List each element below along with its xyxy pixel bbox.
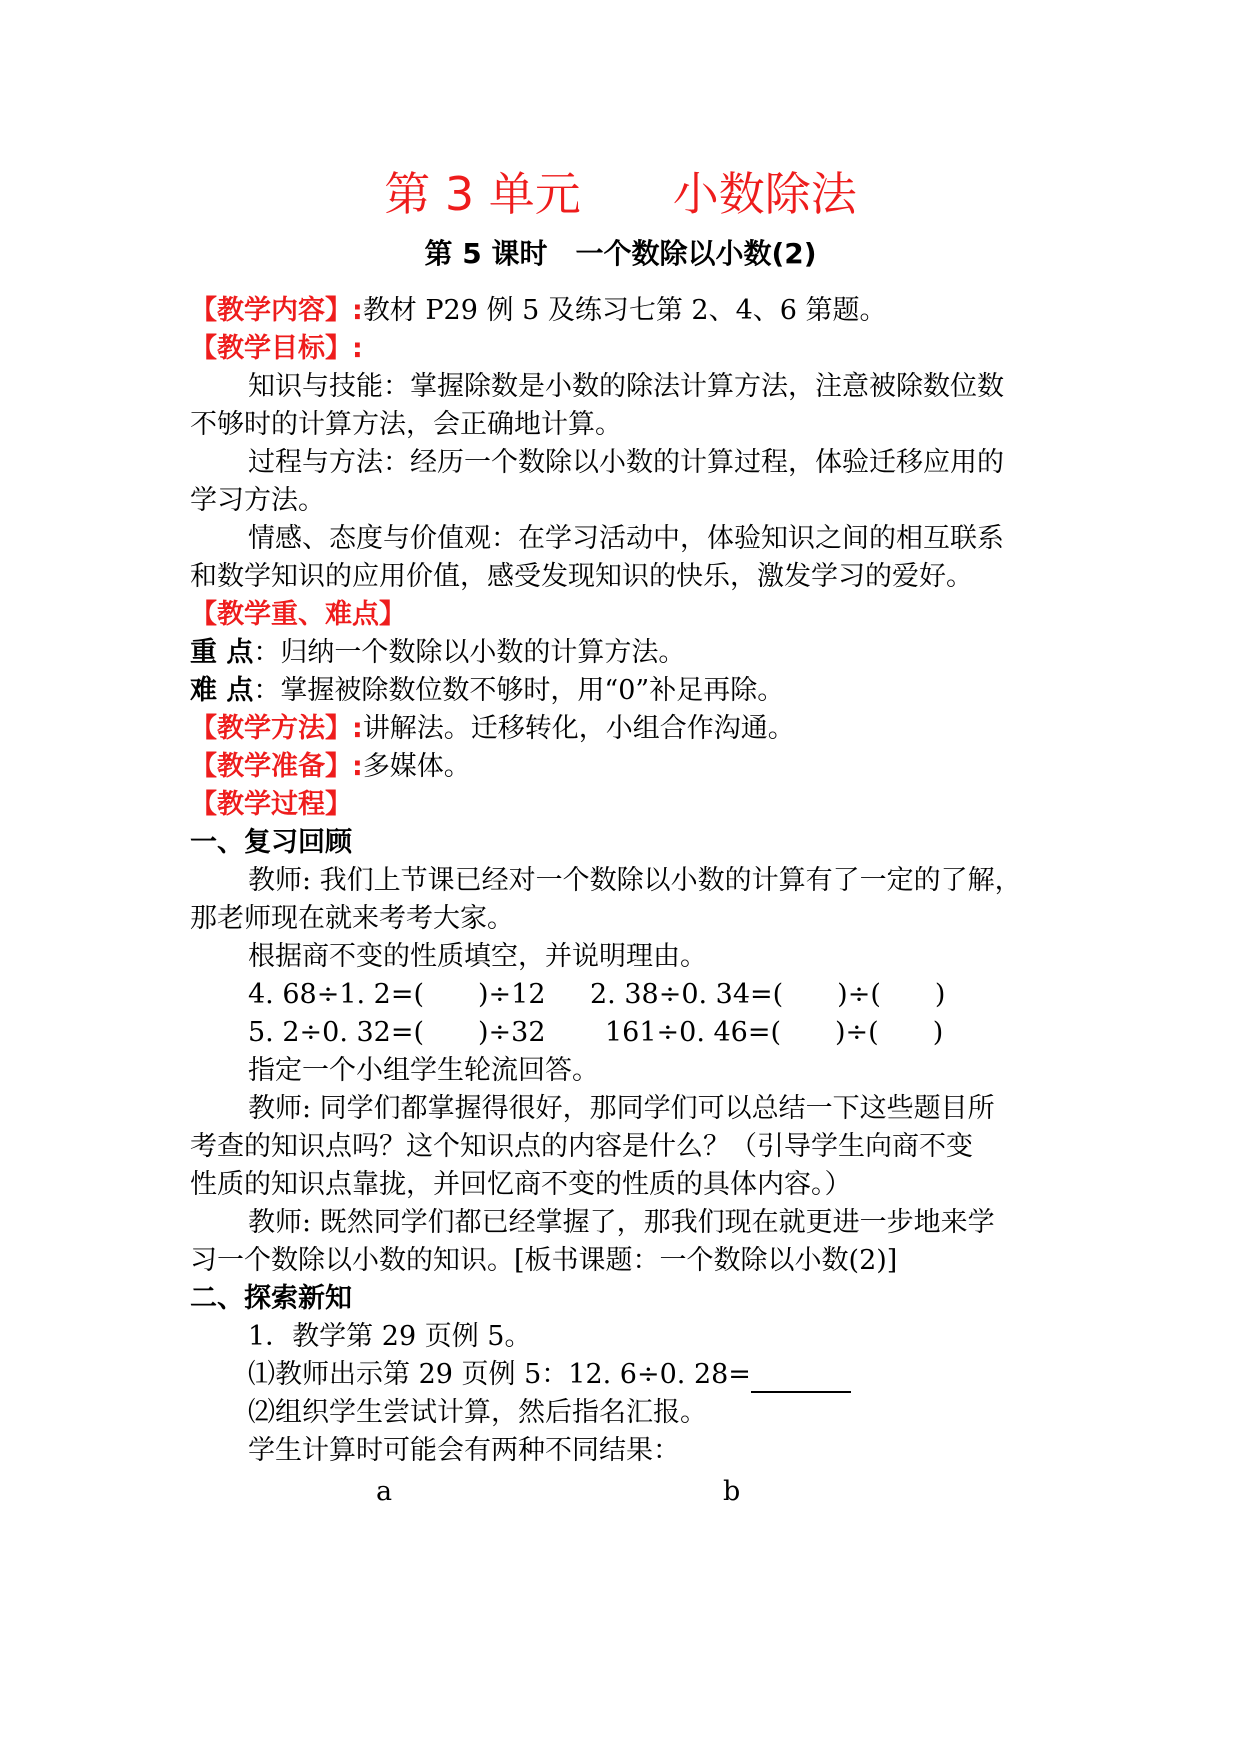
section1-p3: 指定一个小组学生轮流回答。: [248, 1055, 599, 1086]
section1-p1-line1: 教师: 我们上节课已经对一个数除以小数的计算有了一定的了解，: [248, 865, 1022, 896]
key-label: 重 点: [190, 637, 254, 668]
objective-process-2: 学习方法。: [190, 485, 325, 516]
section1-p5-line1: 教师: 既然同学们都已经掌握了，那我们现在就更进一步地来学: [248, 1207, 995, 1238]
difficulty-text: ：掌握被除数位数不够时，用“0”补足再除。: [253, 675, 785, 706]
key-points-label: 【教学重、难点】: [190, 599, 406, 630]
equation-3: 5. 2÷0. 32=( )÷32: [248, 1017, 546, 1048]
objective-emotion-2: 和数学知识的应用价值，感受发现知识的快乐，激发学习的爱好。: [190, 561, 973, 592]
section1-p2: 根据商不变的性质填空，并说明理由。: [248, 941, 707, 972]
objective-emotion-1: 情感、态度与价值观：在学习活动中，体验知识之间的相互联系: [248, 523, 1004, 554]
lesson-subtitle: 第 5 课时 一个数除以小数(2): [424, 237, 817, 270]
method-row: [190, 710, 795, 747]
content-row: [190, 292, 887, 329]
section2-item2-row: [248, 1356, 851, 1393]
section2-item2: ⑴教师出示第 29 页例 5：12. 6÷0. 28=: [248, 1359, 751, 1390]
objective-process-1: 过程与方法：经历一个数除以小数的计算过程，体验迁移应用的: [248, 447, 1004, 478]
section2-item1: 1．教学第 29 页例 5。: [248, 1321, 532, 1352]
page-title: 第 3 单元 小数除法: [384, 167, 857, 221]
difficulty-row: [190, 672, 784, 709]
answer-blank: [751, 1365, 851, 1393]
equation-2: 2. 38÷0. 34=( )÷( ): [590, 979, 946, 1010]
objective-knowledge-1: 知识与技能：掌握除数是小数的除法计算方法，注意被除数位数: [248, 371, 1004, 402]
objectives-label: 【教学目标】:: [190, 333, 363, 364]
method-label: 【教学方法】:: [190, 713, 363, 744]
section2-item4: 学生计算时可能会有两种不同结果：: [248, 1435, 680, 1466]
process-label: 【教学过程】: [190, 789, 352, 820]
equation-1: 4. 68÷1. 2=( )÷12: [248, 979, 546, 1010]
prep-text: 多媒体。: [362, 751, 471, 782]
content-label: 【教学内容】:: [190, 295, 363, 326]
difficulty-label: 难 点: [190, 675, 254, 706]
result-label-a: a: [376, 1476, 393, 1507]
section2-heading: 二、探索新知: [190, 1283, 352, 1314]
key-point-row: [190, 634, 685, 671]
content-text: 教材 P29 例 5 及练习七第 2、4、6 第题。: [362, 295, 887, 326]
section1-p1-line2: 那老师现在就来考考大家。: [190, 903, 514, 934]
section2-item3: ⑵组织学生尝试计算，然后指名汇报。: [248, 1397, 707, 1428]
prep-row: [190, 748, 471, 785]
section1-p4-line3: 性质的知识点靠拢，并回忆商不变的性质的具体内容。）: [190, 1169, 852, 1200]
prep-label: 【教学准备】:: [190, 751, 363, 782]
section1-p4-line1: 教师: 同学们都掌握得很好，那同学们可以总结一下这些题目所: [248, 1093, 995, 1124]
section1-p5-line2: 习一个数除以小数的知识。[板书课题：一个数除以小数(2)]: [190, 1245, 898, 1276]
key-text: ：归纳一个数除以小数的计算方法。: [253, 637, 686, 668]
section1-p4-line2: 考查的知识点吗？这个知识点的内容是什么？（引导学生向商不变: [190, 1131, 973, 1162]
objective-knowledge-2: 不够时的计算方法，会正确地计算。: [190, 409, 622, 440]
result-label-b: b: [723, 1476, 741, 1507]
equation-4: 161÷0. 46=( )÷( ): [605, 1017, 944, 1048]
section1-heading: 一、复习回顾: [190, 827, 352, 858]
method-text: 讲解法。迁移转化，小组合作沟通。: [362, 713, 795, 744]
